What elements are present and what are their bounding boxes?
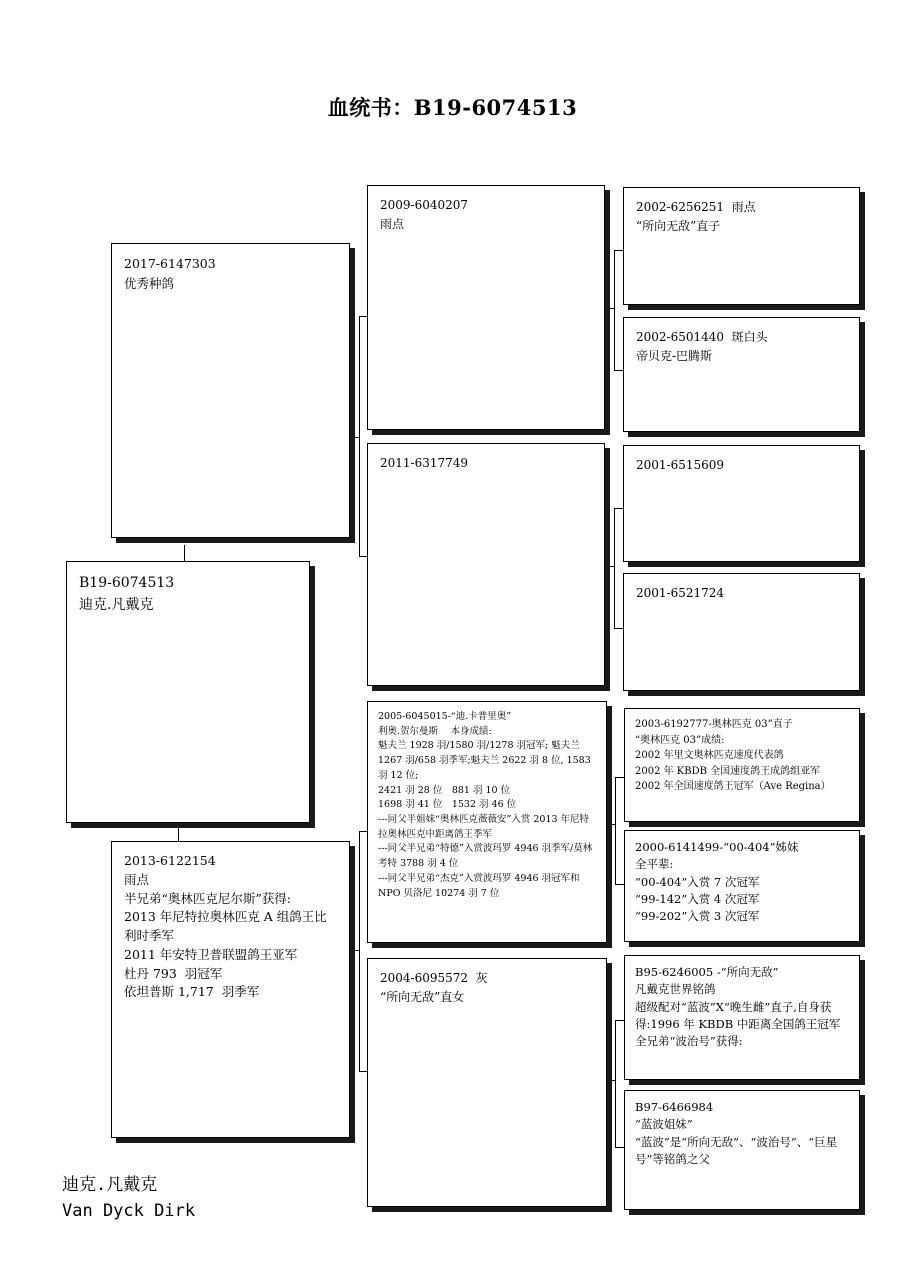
connector-line — [359, 831, 360, 1072]
connector-line — [359, 1071, 367, 1072]
great-grandparent-description: “奥林匹克 03”成绩: — [635, 734, 725, 746]
great-grandparent-description: 凡戴克世界铭鸽 — [635, 982, 716, 997]
connector-line — [359, 316, 367, 317]
great-grandparent-card — [623, 573, 860, 691]
great-grandparent-card — [624, 708, 860, 822]
connector-line — [178, 822, 179, 841]
great-grandparent-description: “蓝波姐妹” — [635, 1117, 693, 1132]
dam-sire-results: 魁夫兰 1928 羽/1580 羽/1278 羽冠军; 魁夫兰 1267 羽/658 羽季军;魁夫兰 2622 羽 8 位, 1583 羽 12 位; — [378, 740, 594, 781]
great-grandparent-description: “所向无敌”直子 — [636, 218, 721, 233]
page-title: 血统书：B19-6074513 — [327, 95, 578, 120]
dam-achievement: 2011 年安特卫普联盟鸽王亚军 — [124, 946, 298, 962]
dam-note: 半兄弟“奥林匹克尼尔斯”获得: — [124, 890, 291, 906]
connector-line — [184, 545, 185, 562]
great-grandparent-achievement: 超级配对“蓝波”X“晚生雌”直子,自身获得:1996 年 KBDB 中距离全国鸽王冠军 — [635, 999, 841, 1031]
subject-pigeon-card — [66, 561, 310, 823]
dam-sire-ring-number: 2005-6045015-“迪.卡普里奥” — [378, 711, 512, 722]
connector-line — [614, 250, 615, 371]
dam-card — [111, 841, 350, 1138]
great-grandparent-ring-number: B97-6466984 — [635, 1100, 714, 1114]
breeder-name-cn: 迪克.凡戴克 — [62, 1175, 158, 1195]
great-grandparent-ring-number: 2003-6192777-奥林匹克 03”直子 — [635, 719, 793, 730]
connector-line — [615, 1020, 624, 1021]
great-grandparent-ring-number: 2001-6515609 — [636, 458, 725, 472]
great-grandparent-card — [623, 445, 860, 562]
dam-sire-sibling-note: ---同父半兄弟“特德”入赏波玛罗 4946 羽季军/莫林考特 3788 羽 4 位 — [378, 843, 593, 870]
connector-line — [615, 777, 616, 885]
great-grandparent-ring-number: 2001-6521724 — [636, 586, 725, 600]
dam-dam-ring-number: 2004-6095572 灰 — [380, 971, 488, 985]
connector-line — [615, 1147, 624, 1148]
connector-line — [614, 508, 615, 629]
dam-sire-card — [367, 701, 607, 943]
dam-sire-results: 2421 羽 28 位 881 羽 10 位 — [378, 784, 511, 796]
connector-line — [615, 777, 624, 778]
great-grandparent-ring-number: 2002-6256251 雨点 — [636, 200, 756, 214]
dam-sire-sibling-note: ---同父半姐妹“奥林匹克薇薇安”入赏 2013 年尼特拉奥林匹克中距离鸽王季军 — [378, 814, 590, 840]
dam-sire-sibling-note: ---同父半兄弟“杰克”入赏波玛罗 4946 羽冠军和 NPO 贝洛尼 10274 羽 7 位 — [378, 872, 583, 899]
great-grandparent-achievement: “00-404”入赏 7 次冠军 — [635, 874, 760, 889]
sire-sire-color: 雨点 — [380, 216, 405, 231]
great-grandparent-achievement: 2002 年 KBDB 全国速度鸽王成鸽组亚军 — [635, 765, 821, 777]
great-grandparent-card — [624, 830, 860, 942]
sire-dam-card — [367, 443, 605, 686]
dam-dam-card — [367, 958, 607, 1207]
great-grandparent-ring-number: 2002-6501440 斑白头 — [636, 330, 768, 344]
great-grandparent-description: 全平辈: — [635, 857, 674, 872]
dam-ring-number: 2013-6122154 — [124, 853, 216, 868]
great-grandparent-achievement: 2002 年里文奥林匹克速度代表鸽 — [635, 750, 784, 761]
connector-line — [615, 1020, 616, 1148]
connector-line — [359, 831, 367, 832]
dam-achievement: 依坦普斯 1,717 羽季军 — [124, 984, 260, 1000]
breeder-signature — [62, 1172, 195, 1225]
breeder-name-en: Van Dyck Dirk — [62, 1201, 196, 1222]
great-grandparent-note: “蓝波”是“所向无敌”、“波治号”、“巨星号”等铭鸽之父 — [635, 1134, 838, 1166]
dam-achievement: 杜丹 793 羽冠军 — [124, 965, 223, 981]
sire-sire-card — [367, 185, 605, 430]
sire-dam-ring-number: 2011-6317749 — [380, 456, 469, 470]
sire-ring-number: 2017-6147303 — [124, 256, 216, 271]
dam-achievement: 2013 年尼特拉奥林匹克 A 组鸽王比利时季军 — [124, 909, 327, 943]
great-grandparent-description: 帝贝克-巴腾斯 — [636, 348, 713, 363]
dam-color: 雨点 — [124, 871, 150, 887]
great-grandparent-ring-number: B95-6246005 -“所向无敌” — [635, 965, 779, 979]
subject-ring-number: B19-6074513 — [79, 575, 175, 591]
great-grandparent-card — [624, 955, 860, 1080]
dam-sire-results: 1698 羽 41 位 1532 羽 46 位 — [378, 799, 517, 811]
connector-line — [359, 316, 360, 557]
great-grandparent-ring-number: 2000-6141499-“00-404”姊妹 — [635, 840, 799, 854]
sire-card — [111, 243, 350, 538]
dam-sire-breeder: 利奥.贺尔曼斯 本身成绩: — [378, 725, 492, 737]
great-grandparent-card — [623, 187, 860, 305]
great-grandparent-achievement: 2002 年全国速度鸽王冠军（Ave Regina） — [635, 781, 831, 792]
sire-sire-ring-number: 2009-6040207 — [380, 198, 469, 212]
great-grandparent-card — [624, 1090, 860, 1210]
great-grandparent-achievement: “99-142”入赏 4 次冠军 — [635, 891, 760, 906]
great-grandparent-achievement: “99-202”入赏 3 次冠军 — [635, 909, 760, 923]
sire-description: 优秀种鸽 — [124, 276, 175, 291]
great-grandparent-achievement: 全兄弟“波治号”获得: — [635, 1034, 743, 1048]
connector-line — [615, 884, 624, 885]
great-grandparent-card — [623, 317, 860, 432]
dam-dam-description: “所向无敌”直女 — [380, 989, 465, 1004]
connector-line — [359, 556, 367, 557]
subject-name: 迪克.凡戴克 — [79, 597, 154, 614]
